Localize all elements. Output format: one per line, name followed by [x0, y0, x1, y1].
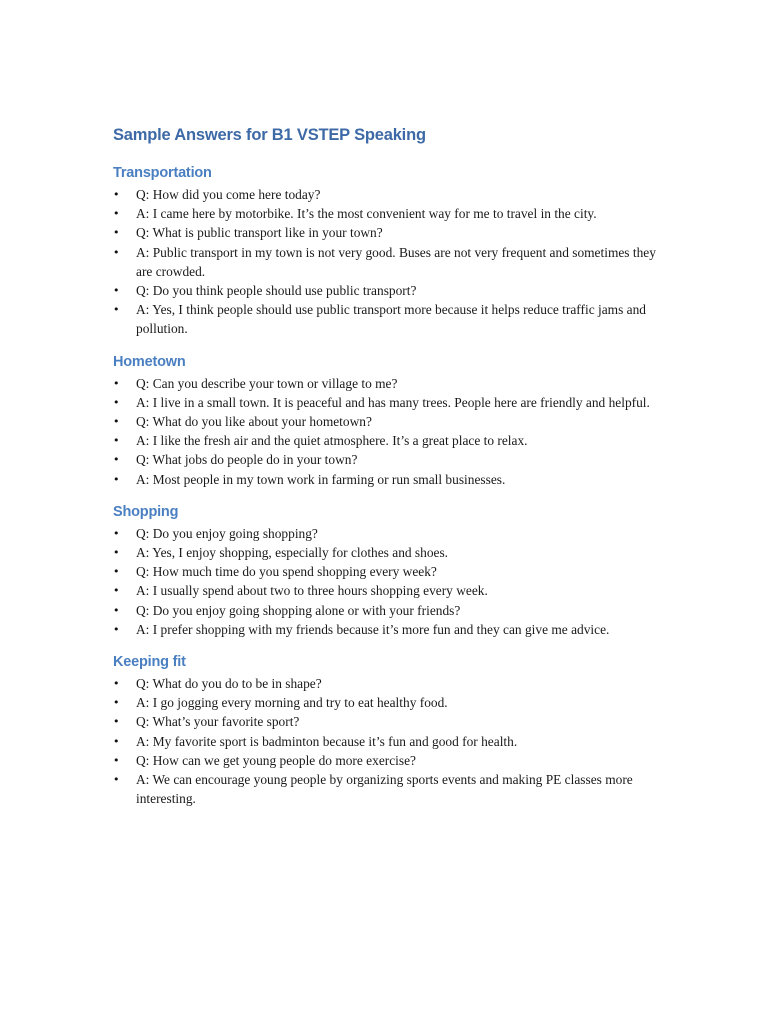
qa-list [113, 524, 658, 639]
answer-item [113, 393, 658, 412]
bullet-icon: • [113, 715, 120, 729]
list-item-text: A: Yes, I enjoy shopping, especially for clothes and shoes. [136, 545, 449, 561]
list-item-text: A: Most people in my town work in farming or run small businesses. [136, 471, 506, 487]
bullet-icon: • [113, 303, 120, 317]
bullet-icon: • [113, 376, 120, 390]
list-item-text: Q: What is public transport like in your town? [136, 225, 383, 241]
document-title: Sample Answers for B1 VSTEP Speaking [113, 126, 426, 144]
list-item-text: Q: How can we get young people do more exercise? [136, 752, 416, 768]
list-item-text: Q: What do you like about your hometown? [136, 414, 372, 430]
bullet-icon: • [113, 546, 120, 560]
list-item-text: Q: What jobs do people do in your town? [136, 452, 358, 468]
document-body [113, 124, 658, 821]
bullet-icon: • [113, 395, 120, 409]
list-item-text: A: My favorite sport is badminton because it’s fun and good for health. [136, 733, 518, 749]
list-item-text: A: I prefer shopping with my friends because it’s more fun and they can give me advice. [136, 621, 610, 637]
question-item [113, 674, 658, 693]
sections-container [113, 163, 658, 808]
bullet-icon: • [113, 207, 120, 221]
answer-item [113, 204, 658, 223]
list-item-text: Q: Do you enjoy going shopping alone or with your friends? [136, 602, 461, 618]
answer-item [113, 243, 658, 281]
bullet-icon: • [113, 753, 120, 767]
question-item [113, 223, 658, 242]
bullet-icon: • [113, 188, 120, 201]
list-item-text: A: I live in a small town. It is peaceful and has many trees. People here are friendly and helpful. [136, 394, 650, 410]
bullet-icon: • [113, 696, 120, 710]
bullet-icon: • [113, 773, 120, 787]
answer-item [113, 732, 658, 751]
section-transportation [113, 163, 658, 339]
list-item-text: Q: How did you come here today? [136, 187, 321, 202]
answer-item [113, 300, 658, 338]
answer-item [113, 770, 658, 808]
bullet-icon: • [113, 677, 120, 691]
answer-item [113, 470, 658, 489]
bullet-icon: • [113, 622, 120, 636]
bullet-icon: • [113, 434, 120, 448]
bullet-icon: • [113, 584, 120, 598]
qa-list [113, 374, 658, 489]
list-item-text: A: Yes, I think people should use public transport more because it helps reduce traffic jams and pollution. [136, 302, 646, 337]
list-item-text: Q: Can you describe your town or village to me? [136, 375, 398, 391]
list-item-text: A: I go jogging every morning and try to eat healthy food. [136, 695, 448, 711]
question-item [113, 412, 658, 431]
list-item-text: Q: How much time do you spend shopping every week? [136, 564, 437, 580]
list-item-text: Q: What do you do to be in shape? [136, 676, 322, 692]
question-item [113, 524, 658, 543]
list-item-text: A: I usually spend about two to three hours shopping every week. [136, 583, 488, 599]
question-item [113, 712, 658, 731]
answer-item [113, 581, 658, 600]
answer-item [113, 543, 658, 562]
section-heading: Transportation [113, 165, 212, 181]
question-item [113, 185, 658, 204]
list-item-text: A: I came here by motorbike. It’s the most convenient way for me to travel in the city. [136, 206, 597, 222]
answer-item [113, 431, 658, 450]
question-item [113, 374, 658, 393]
bullet-icon: • [113, 734, 120, 748]
section-shopping [113, 502, 658, 639]
bullet-icon: • [113, 565, 120, 579]
bullet-icon: • [113, 526, 120, 540]
answer-item [113, 620, 658, 639]
section-heading: Keeping fit [113, 654, 186, 671]
answer-item [113, 693, 658, 712]
list-item-text: Q: What’s your favorite sport? [136, 714, 300, 730]
qa-list [113, 185, 658, 339]
question-item [113, 281, 658, 300]
bullet-icon: • [113, 415, 120, 429]
bullet-icon: • [113, 453, 120, 467]
question-item [113, 601, 658, 620]
section-keeping-fit [113, 652, 658, 808]
bullet-icon: • [113, 226, 120, 240]
qa-list [113, 674, 658, 808]
question-item [113, 751, 658, 770]
question-item [113, 450, 658, 469]
section-hometown [113, 352, 658, 489]
list-item-text: Q: Do you enjoy going shopping? [136, 525, 318, 541]
list-item-text: A: I like the fresh air and the quiet atmosphere. It’s a great place to relax. [136, 433, 528, 449]
list-item-text: A: Public transport in my town is not very good. Buses are not very frequent and sometimes they are crowded. [136, 244, 656, 279]
list-item-text: A: We can encourage young people by organizing sports events and making PE classes more interesting. [136, 772, 633, 807]
bullet-icon: • [113, 284, 120, 298]
list-item-text: Q: Do you think people should use public transport? [136, 283, 417, 299]
bullet-icon: • [113, 245, 120, 259]
section-heading: Shopping [113, 503, 179, 520]
question-item [113, 562, 658, 581]
bullet-icon: • [113, 603, 120, 617]
section-heading: Hometown [113, 353, 186, 370]
bullet-icon: • [113, 472, 120, 486]
